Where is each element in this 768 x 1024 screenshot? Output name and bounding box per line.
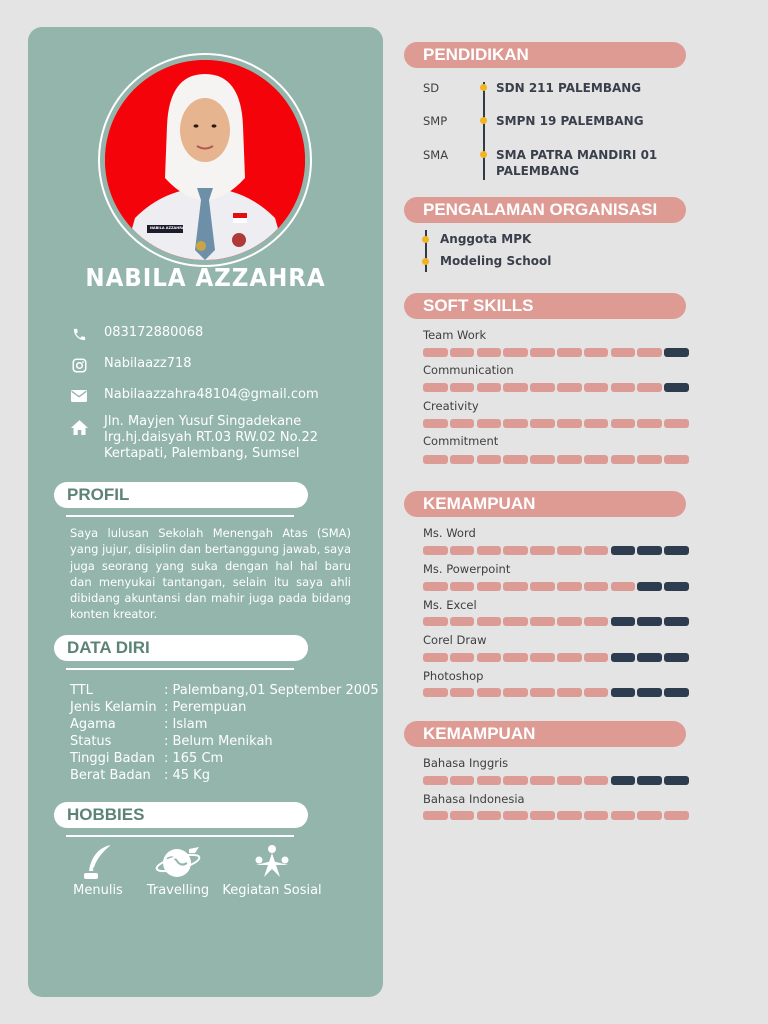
skill-segment — [557, 582, 582, 591]
skill-segment — [611, 653, 636, 662]
skill-segment — [503, 617, 528, 626]
skill-segment — [423, 455, 448, 464]
skill-segment — [503, 383, 528, 392]
skill-bar — [423, 419, 688, 428]
skill-segment — [450, 617, 475, 626]
skill-segment — [664, 617, 689, 626]
contact-phone — [70, 325, 203, 343]
data-diri-key: Tinggi Badan — [70, 751, 155, 766]
instagram-icon — [70, 356, 88, 374]
email-icon — [70, 387, 88, 405]
phone-icon — [70, 325, 88, 343]
skill-segment — [450, 419, 475, 428]
skill-segment — [423, 582, 448, 591]
skill-bar — [423, 455, 688, 464]
education-level: SMA — [423, 148, 449, 162]
data-diri-key: Agama — [70, 717, 116, 732]
skill-bar — [423, 811, 688, 820]
hobby-item — [220, 843, 324, 898]
education-level: SD — [423, 81, 440, 95]
skill-segment — [611, 348, 636, 357]
skill-segment — [503, 582, 528, 591]
candidate-name: NABILA AZZAHRA — [85, 263, 326, 292]
skill-label: Ms. Excel — [423, 598, 477, 612]
skill-label: Creativity — [423, 399, 479, 413]
skill-segment — [637, 617, 662, 626]
skill-segment — [664, 688, 689, 697]
bahasa-heading: KEMAMPUAN — [404, 721, 686, 747]
skill-segment — [611, 776, 636, 785]
skill-segment — [503, 419, 528, 428]
skill-segment — [664, 653, 689, 662]
skill-segment — [664, 776, 689, 785]
data-diri-value: : Islam — [164, 717, 208, 732]
skill-segment — [450, 776, 475, 785]
skill-bar — [423, 582, 688, 591]
profil-text: Saya lulusan Sekolah Menengah Atas (SMA) yang jujur, disiplin dan bertanggung jawab, saya juga seorang yang suka dengan hal hal baru dan menyukai tantangan, selain itu saya ahli dibidang akuntansi dan mahir juga pada bidang konten kreator. — [70, 526, 351, 622]
skill-label: Ms. Powerpoint — [423, 562, 511, 576]
data-diri-heading: DATA DIRI — [54, 635, 308, 661]
skill-segment — [530, 582, 555, 591]
skill-segment — [637, 419, 662, 428]
address-line: Jln. Mayjen Yusuf Singadekane — [104, 414, 302, 429]
skill-segment — [477, 617, 502, 626]
sidebar — [28, 27, 383, 997]
skill-segment — [530, 546, 555, 555]
plane-globe-icon — [140, 843, 216, 883]
skill-segment — [611, 383, 636, 392]
instagram-handle: Nabilaazz718 — [104, 356, 192, 371]
timeline-dot — [480, 84, 487, 91]
data-diri-row — [70, 700, 390, 715]
skill-segment — [450, 688, 475, 697]
profil-divider — [66, 515, 294, 517]
education-school: SMA PATRA MANDIRI 01 PALEMBANG — [496, 148, 658, 178]
organisasi-item: Modeling School — [440, 254, 552, 268]
skill-segment — [611, 688, 636, 697]
profil-heading: PROFIL — [54, 482, 308, 508]
skill-segment — [477, 688, 502, 697]
skill-segment — [423, 419, 448, 428]
skill-segment — [450, 811, 475, 820]
skill-segment — [664, 455, 689, 464]
timeline-dot — [422, 258, 429, 265]
skill-segment — [637, 653, 662, 662]
phone-number: 083172880068 — [104, 325, 204, 340]
data-diri-key: Jenis Kelamin — [70, 700, 157, 715]
skill-segment — [530, 455, 555, 464]
skill-segment — [611, 419, 636, 428]
hobby-item — [140, 843, 216, 898]
skill-segment — [530, 419, 555, 428]
skill-segment — [664, 348, 689, 357]
skill-segment — [477, 582, 502, 591]
skill-segment — [557, 348, 582, 357]
skill-segment — [637, 688, 662, 697]
data-diri-value: : 165 Cm — [164, 751, 224, 766]
skill-bar — [423, 348, 688, 357]
pendidikan-heading: PENDIDIKAN — [404, 42, 686, 68]
timeline-dot — [422, 236, 429, 243]
skill-segment — [450, 653, 475, 662]
education-timeline — [483, 82, 485, 180]
skill-segment — [557, 546, 582, 555]
skill-bar — [423, 653, 688, 662]
skill-segment — [611, 582, 636, 591]
skill-segment — [584, 811, 609, 820]
hobbies-divider — [66, 835, 294, 837]
skill-segment — [611, 811, 636, 820]
skill-segment — [664, 546, 689, 555]
skill-segment — [611, 617, 636, 626]
skill-segment — [584, 653, 609, 662]
data-diri-row — [70, 683, 390, 698]
skill-segment — [584, 348, 609, 357]
skill-segment — [503, 811, 528, 820]
skill-segment — [450, 546, 475, 555]
hobby-item — [68, 843, 128, 898]
skill-segment — [503, 348, 528, 357]
skill-bar — [423, 546, 688, 555]
skill-segment — [557, 776, 582, 785]
skill-segment — [477, 811, 502, 820]
data-diri-key: TTL — [70, 683, 93, 698]
skill-segment — [477, 776, 502, 785]
skill-segment — [584, 617, 609, 626]
skill-segment — [664, 582, 689, 591]
skill-segment — [584, 546, 609, 555]
hobby-label: Kegiatan Sosial — [222, 883, 322, 898]
skill-segment — [637, 348, 662, 357]
skill-segment — [664, 419, 689, 428]
address-line: Kertapati, Palembang, Sumsel — [104, 446, 300, 461]
organisasi-item: Anggota MPK — [440, 232, 532, 246]
data-diri-key: Status — [70, 734, 112, 749]
address-line: Irg.hj.daisyah RT.03 RW.02 No.22 — [104, 430, 319, 445]
skill-label: Ms. Word — [423, 526, 476, 540]
skill-segment — [611, 546, 636, 555]
skill-segment — [637, 383, 662, 392]
skill-segment — [530, 776, 555, 785]
timeline-dot — [480, 117, 487, 124]
data-diri-row — [70, 734, 390, 749]
data-diri-row — [70, 717, 390, 732]
skill-bar — [423, 617, 688, 626]
education-school: SDN 211 PALEMBANG — [496, 81, 642, 95]
skill-label: Bahasa Indonesia — [423, 792, 525, 806]
skill-segment — [530, 617, 555, 626]
data-diri-row — [70, 768, 390, 783]
home-icon — [70, 418, 88, 436]
hobby-label: Travelling — [146, 883, 210, 898]
skill-segment — [584, 419, 609, 428]
skill-segment — [557, 811, 582, 820]
profile-photo — [105, 60, 305, 260]
skill-segment — [423, 688, 448, 697]
skill-segment — [637, 582, 662, 591]
skill-segment — [584, 688, 609, 697]
data-diri-key: Berat Badan — [70, 768, 151, 783]
skill-label: Photoshop — [423, 669, 484, 683]
skill-segment — [557, 688, 582, 697]
skill-label: Corel Draw — [423, 633, 487, 647]
email-address: Nabilaazzahra48104@gmail.com — [104, 387, 319, 402]
quill-icon — [68, 843, 128, 883]
skill-label: Commitment — [423, 434, 499, 448]
skill-segment — [423, 811, 448, 820]
skill-segment — [450, 348, 475, 357]
skill-bar — [423, 776, 688, 785]
skill-segment — [503, 546, 528, 555]
skill-segment — [557, 653, 582, 662]
skill-segment — [477, 419, 502, 428]
skill-segment — [503, 776, 528, 785]
contact-address — [70, 414, 318, 462]
skill-segment — [477, 383, 502, 392]
skill-segment — [450, 383, 475, 392]
skill-segment — [423, 546, 448, 555]
skill-segment — [530, 348, 555, 357]
skill-segment — [557, 383, 582, 392]
skill-label: Communication — [423, 363, 514, 377]
skill-segment — [530, 688, 555, 697]
skill-segment — [503, 688, 528, 697]
skill-segment — [664, 811, 689, 820]
organisasi-heading: PENGALAMAN ORGANISASI — [404, 197, 686, 223]
skill-segment — [450, 582, 475, 591]
data-diri-value: : Perempuan — [164, 700, 247, 715]
skill-segment — [423, 348, 448, 357]
skill-segment — [477, 455, 502, 464]
portrait-illustration — [105, 60, 305, 260]
timeline-dot — [480, 151, 487, 158]
skill-segment — [637, 546, 662, 555]
data-diri-row — [70, 751, 390, 766]
profile-photo-frame — [98, 53, 312, 267]
skill-segment — [637, 811, 662, 820]
contact-instagram — [70, 356, 192, 374]
skill-label: Bahasa Inggris — [423, 756, 509, 770]
skill-segment — [423, 653, 448, 662]
hobbies-heading: HOBBIES — [54, 802, 308, 828]
skill-segment — [450, 455, 475, 464]
education-level: SMP — [423, 114, 448, 128]
kemampuan-heading: KEMAMPUAN — [404, 491, 686, 517]
skill-segment — [503, 653, 528, 662]
skill-segment — [584, 776, 609, 785]
education-school: SMPN 19 PALEMBANG — [496, 114, 644, 128]
photo-name-badge: NABILA AZZAHRA — [150, 226, 185, 230]
skill-segment — [477, 546, 502, 555]
skill-segment — [477, 348, 502, 357]
skill-segment — [423, 617, 448, 626]
skill-segment — [664, 383, 689, 392]
skill-segment — [584, 383, 609, 392]
people-icon — [220, 843, 324, 883]
soft-skills-heading: SOFT SKILLS — [404, 293, 686, 319]
skill-segment — [530, 383, 555, 392]
data-diri-value: : Palembang,01 September 2005 — [164, 683, 379, 698]
data-diri-value: : Belum Menikah — [164, 734, 273, 749]
skill-segment — [477, 653, 502, 662]
data-diri-divider — [66, 668, 294, 670]
skill-segment — [584, 455, 609, 464]
skill-label: Team Work — [423, 328, 487, 342]
skill-bar — [423, 688, 688, 697]
skill-segment — [584, 582, 609, 591]
skill-segment — [503, 455, 528, 464]
skill-segment — [611, 455, 636, 464]
skill-segment — [423, 776, 448, 785]
hobby-label: Menulis — [73, 883, 123, 898]
skill-segment — [557, 455, 582, 464]
skill-bar — [423, 383, 688, 392]
skill-segment — [530, 653, 555, 662]
data-diri-value: : 45 Kg — [164, 768, 210, 783]
skill-segment — [423, 383, 448, 392]
skill-segment — [637, 776, 662, 785]
skill-segment — [637, 455, 662, 464]
contact-email — [70, 387, 319, 405]
skill-segment — [557, 419, 582, 428]
skill-segment — [557, 617, 582, 626]
skill-segment — [530, 811, 555, 820]
